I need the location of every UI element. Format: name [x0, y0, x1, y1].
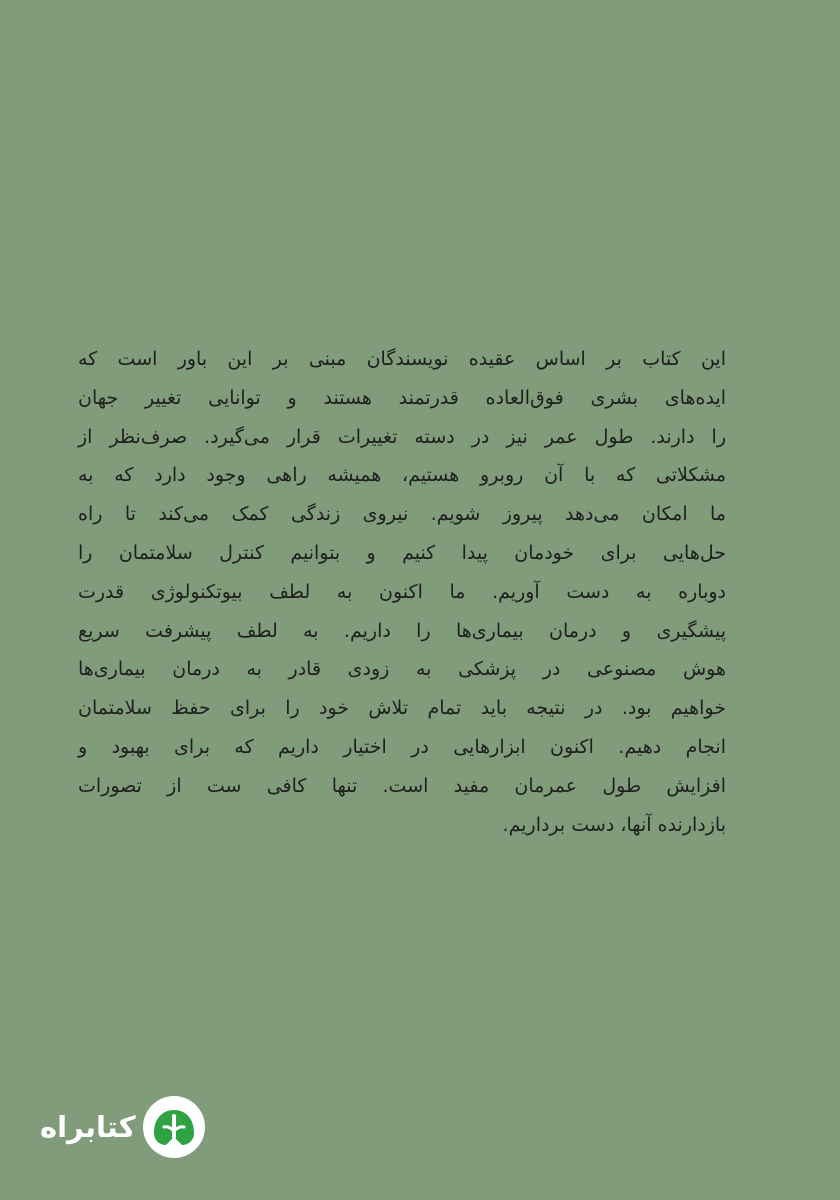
blurb-line: هوش مصنوعی در پزشکی به زودی قادر به درمان بیماری‌ها — [78, 658, 726, 681]
blurb-text — [78, 340, 726, 844]
blurb-line: این کتاب بر اساس عقیده نویسندگان مبنی بر این باور است که — [78, 348, 726, 370]
blurb-line: ایده‌های بشری فوق‌العاده قدرتمند هستند و توانایی تغییر جهان — [78, 386, 726, 409]
blurb-line: انجام دهیم. اکنون ابزارهایی در اختیار داریم که برای بهبود و — [78, 735, 726, 758]
blurb-line: حل‌هایی برای خودمان پیدا کنیم و بتوانیم کنترل سلامتمان را — [78, 541, 726, 564]
blurb-line: افزایش طول عمرمان مفید است. تنها کافی ست از تصورات — [78, 774, 726, 797]
logo-wordmark: کتابراه — [40, 1109, 136, 1144]
blurb-line: دوباره به دست آوریم. ما اکنون به لطف بیوتکنولوژی قدرت — [78, 580, 726, 603]
blurb-line: پیشگیری و درمان بیماری‌ها را داریم. به لطف پیشرفت سریع — [78, 619, 726, 642]
blurb-line: خواهیم بود. در نتیجه باید تمام تلاش خود را برای حفظ سلامتمان — [78, 697, 726, 720]
publisher-logo — [40, 1092, 220, 1162]
blurb-line: مشکلاتی که با آن روبرو هستیم، همیشه راهی وجود دارد که به — [78, 464, 726, 487]
book-leaf-icon — [140, 1093, 208, 1161]
blurb-line: را دارند. طول عمر نیز در دسته تغییرات قرار می‌گیرد. صرف‌نظر از — [78, 425, 726, 448]
blurb-line: بازدارنده آنها، دست برداریم. — [502, 813, 726, 836]
blurb-line: ما امکان می‌دهد پیروز شویم. نیروی زندگی کمک می‌کند تا راه — [78, 503, 726, 526]
